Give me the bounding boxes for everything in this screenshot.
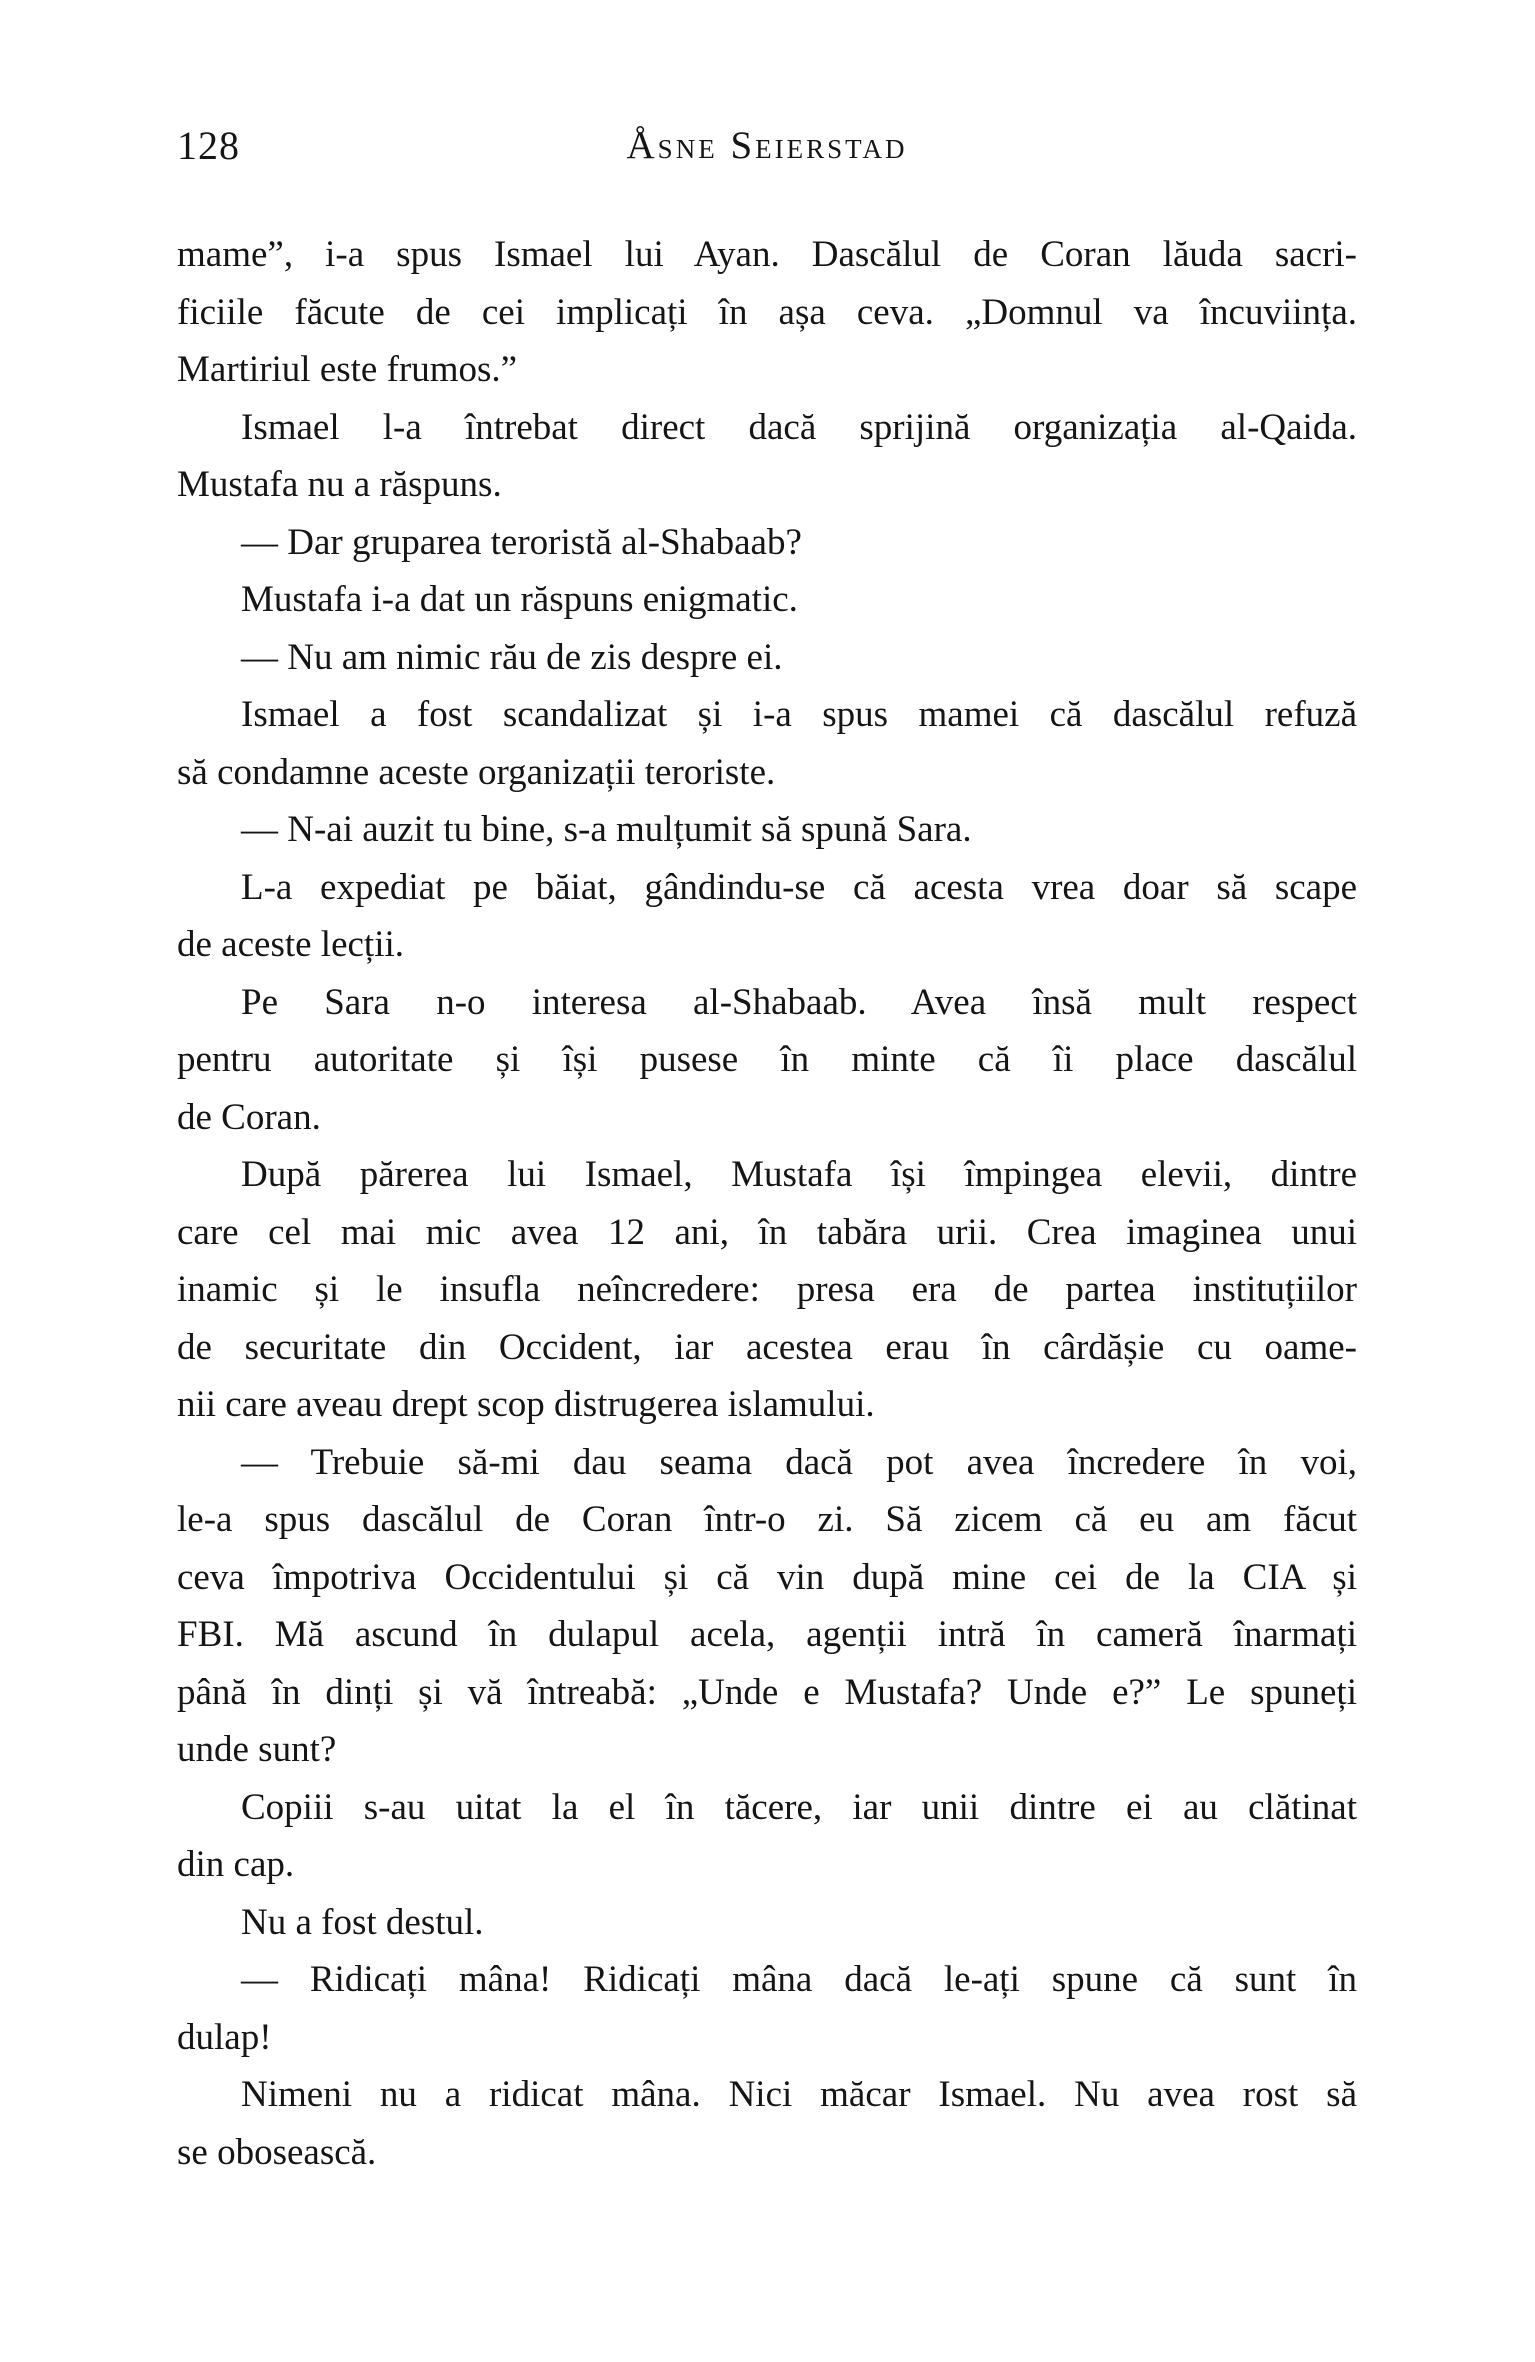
text-line: După părerea lui Ismael, Mustafa își împingea elevii, dintre (241, 1154, 1357, 1195)
text-line: ficiile făcute de cei implicați în așa ceva. „Domnul va încuviința. (177, 291, 1357, 333)
text-line: din cap. (177, 1844, 295, 1885)
running-header: Åsne Seierstad (626, 124, 908, 167)
text-line: Ismael l-a întrebat direct dacă sprijină organizația al-Qaida. (241, 406, 1357, 448)
text-line: ceva împotriva Occidentului și că vin după mine cei de la CIA și (177, 1556, 1357, 1598)
text-line: până în dinți și vă întreabă: „Unde e Mustafa? Unde e?” Le spuneți (177, 1671, 1357, 1713)
text-line: Mustafa nu a răspuns. (177, 464, 502, 505)
text-line: nii care aveau drept scop distrugerea islamului. (177, 1384, 875, 1425)
text-line: — Nu am nimic rău de zis despre ei. (241, 636, 783, 678)
text-line: Pe Sara n-o interesa al-Shabaab. Avea însă mult respect (241, 981, 1357, 1023)
text-line: mame”, i-a spus Ismael lui Ayan. Dascălul de Coran lăuda sacri- (177, 234, 1357, 275)
text-line: Nu a fost destul. (241, 1901, 484, 1943)
text-line: care cel mai mic avea 12 ani, în tabăra urii. Crea imaginea unui (177, 1211, 1357, 1253)
text-line: inamic și le insufla neîncredere: presa era de partea instituțiilor (177, 1269, 1357, 1310)
text-line: — Ridicați mâna! Ridicați mâna dacă le-ați spune că sunt în (241, 1959, 1357, 2000)
text-line: L-a expediat pe băiat, gândindu-se că acesta vrea doar să scape (241, 866, 1357, 908)
text-line: — N-ai auzit tu bine, s-a mulțumit să spună Sara. (241, 809, 972, 850)
page-number: 128 (177, 123, 240, 168)
text-line: Copiii s-au uitat la el în tăcere, iar unii dintre ei au clătinat (241, 1786, 1357, 1828)
text-line: dulap! (177, 2016, 272, 2058)
text-line: — Trebuie să-mi dau seama dacă pot avea încredere în voi, (241, 1441, 1357, 1483)
text-block (177, 226, 1357, 2181)
text-line: — Dar gruparea teroristă al-Shabaab? (241, 521, 802, 563)
text-line: de aceste lecții. (177, 924, 405, 965)
text-line: le-a spus dascălul de Coran într-o zi. Să zicem că eu am făcut (177, 1499, 1357, 1540)
text-line: de Coran. (177, 1096, 321, 1138)
text-line: Mustafa i-a dat un răspuns enigmatic. (241, 579, 798, 620)
text-line: pentru autoritate și își pusese în minte că îi place dascălul (177, 1039, 1357, 1080)
text-line: Ismael a fost scandalizat și i-a spus mamei că dascălul refuză (241, 694, 1357, 735)
text-line: să condamne aceste organizații teroriste. (177, 751, 776, 793)
text-line: FBI. Mă ascund în dulapul acela, agenții intră în cameră înarmați (177, 1614, 1357, 1655)
text-line: Nimeni nu a ridicat mâna. Nici măcar Ismael. Nu avea rost să (241, 2074, 1357, 2115)
text-line: Martiriul este frumos.” (177, 349, 518, 390)
page-header (177, 124, 1357, 174)
text-line: unde sunt? (177, 1729, 337, 1770)
text-line: de securitate din Occident, iar acestea erau în cârdășie cu oame- (177, 1326, 1357, 1368)
text-line: se obosească. (177, 2131, 377, 2173)
